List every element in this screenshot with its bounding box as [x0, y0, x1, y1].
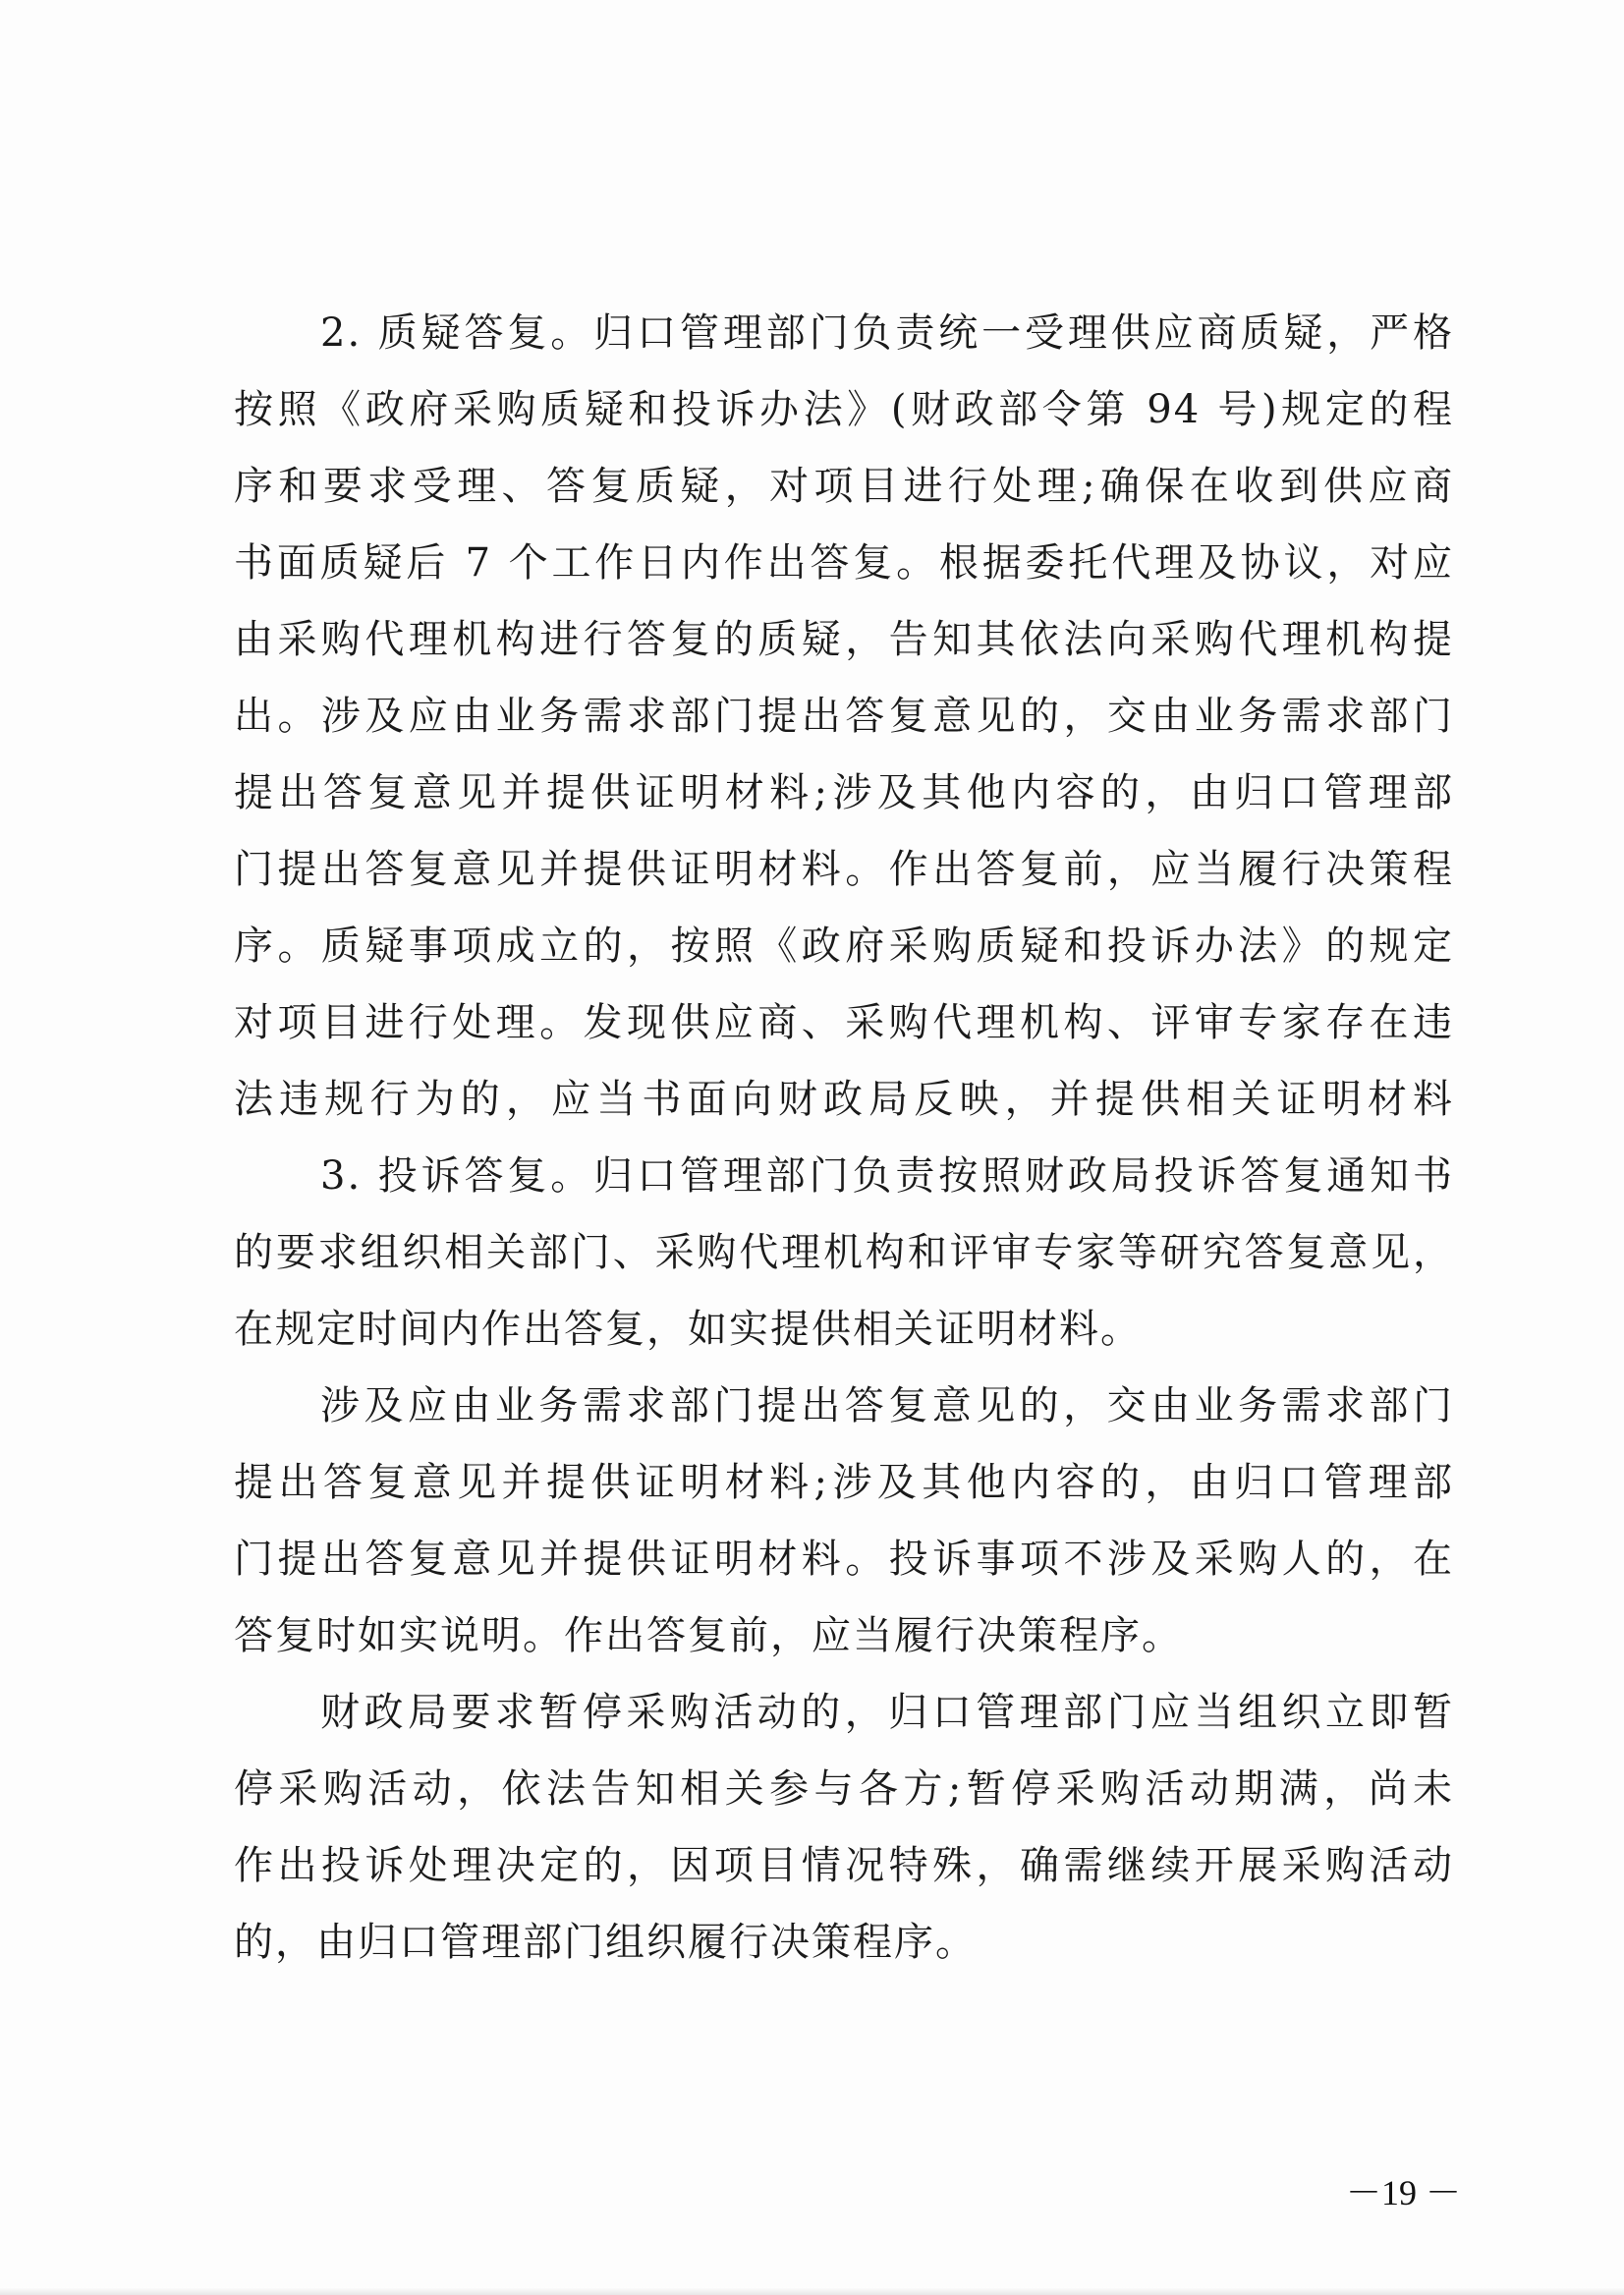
text-line: 答复时如实说明。作出答复前，应当履行决策程序。	[234, 1613, 1183, 1658]
text-line: 法违规行为的，应当书面向财政局反映，并提供相关证明材料	[234, 1077, 1454, 1122]
text-line: 2. 质疑答复。归口管理部门负责统一受理供应商质疑，严格	[320, 310, 1454, 356]
text-line: 按照《政府采购质疑和投诉办法》(财政部令第 94 号)规定的程	[234, 387, 1454, 432]
text-line: 对项目进行处理。发现供应商、采购代理机构、评审专家存在违	[234, 1000, 1454, 1045]
text-line: 的，由归口管理部门组织履行决策程序。	[234, 1920, 977, 1965]
text-line: 门提出答复意见并提供证明材料。投诉事项不涉及采购人的，在	[234, 1537, 1454, 1582]
text-line: 作出投诉处理决定的，因项目情况特殊，确需继续开展采购活动	[234, 1843, 1454, 1888]
text-line: 涉及应由业务需求部门提出答复意见的，交由业务需求部门	[320, 1383, 1454, 1428]
page-number: －19 －	[1346, 2173, 1462, 2212]
text-line: 由采购代理机构进行答复的质疑，告知其依法向采购代理机构提	[234, 617, 1454, 662]
text-line: 提出答复意见并提供证明材料;涉及其他内容的，由归口管理部	[234, 770, 1454, 815]
text-line: 3. 投诉答复。归口管理部门负责按照财政局投诉答复通知书	[320, 1153, 1454, 1199]
page-bottom-edge	[0, 2287, 1624, 2295]
text-line: 提出答复意见并提供证明材料;涉及其他内容的，由归口管理部	[234, 1460, 1454, 1505]
text-line: 财政局要求暂停采购活动的，归口管理部门应当组织立即暂	[320, 1690, 1454, 1735]
text-line: 书面质疑后 7 个工作日内作出答复。根据委托代理及协议，对应	[234, 540, 1454, 586]
text-line: 序。质疑事项成立的，按照《政府采购质疑和投诉办法》的规定	[234, 924, 1454, 969]
text-line: 在规定时间内作出答复，如实提供相关证明材料。	[234, 1307, 1142, 1352]
body-text	[234, 295, 1454, 1981]
text-line: 门提出答复意见并提供证明材料。作出答复前，应当履行决策程	[234, 847, 1454, 892]
text-line: 的要求组织相关部门、采购代理机构和评审专家等研究答复意见，	[234, 1230, 1454, 1275]
text-line: 序和要求受理、答复质疑，对项目进行处理;确保在收到供应商	[234, 464, 1454, 509]
text-line: 停采购活动，依法告知相关参与各方;暂停采购活动期满，尚未	[234, 1766, 1454, 1812]
text-line: 出。涉及应由业务需求部门提出答复意见的，交由业务需求部门	[234, 694, 1454, 739]
